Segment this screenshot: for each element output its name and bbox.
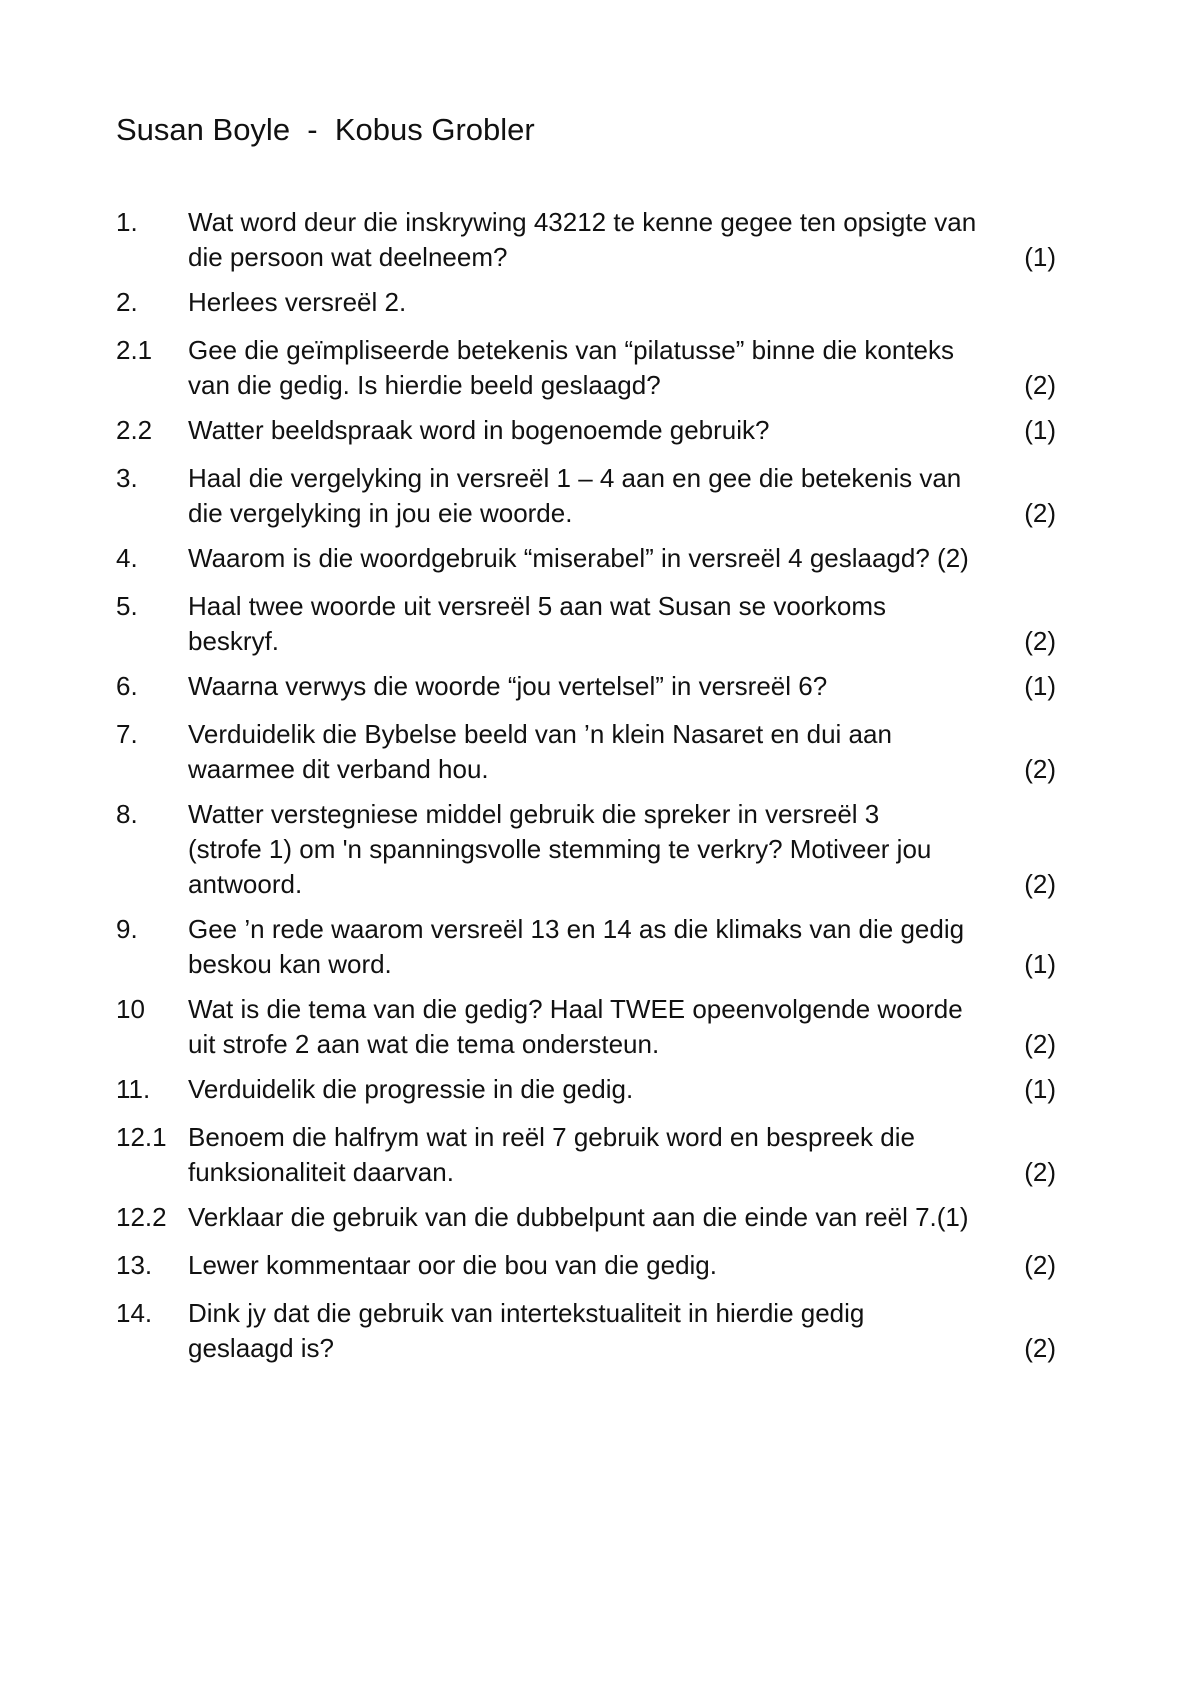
question-item <box>116 205 1056 275</box>
question-text-line <box>188 1296 1056 1331</box>
question-number: 3. <box>116 463 138 493</box>
question-text-line <box>188 1248 1056 1283</box>
question-item <box>116 1296 1056 1366</box>
question-text-line <box>188 1200 1056 1235</box>
question-number: 2.1 <box>116 335 153 365</box>
question-text: Gee die geïmpliseerde betekenis van “pilatusse” binne die konteks <box>188 335 955 365</box>
question-text-line <box>188 205 1056 240</box>
question-mark: (2) <box>1024 869 1056 899</box>
question-mark: (1) <box>1024 1074 1056 1104</box>
question-mark: (2) <box>1024 498 1056 528</box>
question-mark: (1) <box>1024 949 1056 979</box>
question-item <box>116 333 1056 403</box>
question-text-line <box>188 1072 1056 1107</box>
question-text: geslaagd is? <box>188 1333 334 1363</box>
question-text-line <box>188 368 1056 403</box>
question-text-line <box>188 589 1056 624</box>
question-text: waarmee dit verband hou. <box>188 754 489 784</box>
question-text-line <box>188 624 1056 659</box>
question-text: Lewer kommentaar oor die bou van die gedig. <box>188 1250 717 1280</box>
question-text: Waarom is die woordgebruik “miserabel” in versreël 4 geslaagd? (2) <box>188 543 969 573</box>
question-text: Verduidelik die Bybelse beeld van ’n klein Nasaret en dui aan <box>188 719 892 749</box>
question-text: die persoon wat deelneem? <box>188 242 508 272</box>
question-text-line <box>188 496 1056 531</box>
question-mark: (2) <box>1024 626 1056 656</box>
question-mark: (1) <box>1024 242 1056 272</box>
question-text: Wat is die tema van die gedig? Haal TWEE opeenvolgende woorde <box>188 994 963 1024</box>
question-number: 9. <box>116 914 138 944</box>
question-text: Haal twee woorde uit versreël 5 aan wat Susan se voorkoms <box>188 591 887 621</box>
question-number: 8. <box>116 799 138 829</box>
question-mark: (2) <box>1024 1157 1056 1187</box>
question-text: (strofe 1) om 'n spanningsvolle stemming te verkry? Motiveer jou <box>188 834 932 864</box>
question-text-line <box>188 947 1056 982</box>
question-text: beskryf. <box>188 626 280 656</box>
question-text: Watter beeldspraak word in bogenoemde gebruik? <box>188 415 770 445</box>
question-text-line <box>188 1155 1056 1190</box>
question-text: Benoem die halfrym wat in reël 7 gebruik word en bespreek die <box>188 1122 915 1152</box>
question-text: die vergelyking in jou eie woorde. <box>188 498 573 528</box>
question-mark: (1) <box>1024 671 1056 701</box>
question-item <box>116 589 1056 659</box>
question-mark: (2) <box>1024 370 1056 400</box>
question-item <box>116 413 1056 448</box>
question-number: 7. <box>116 719 138 749</box>
question-text-line <box>188 832 1056 867</box>
question-item <box>116 285 1056 320</box>
question-mark: (2) <box>1024 754 1056 784</box>
question-text-line <box>188 912 1056 947</box>
question-text: Dink jy dat die gebruik van intertekstualiteit in hierdie gedig <box>188 1298 865 1328</box>
question-item <box>116 1248 1056 1283</box>
question-text-line <box>188 413 1056 448</box>
question-text: Verduidelik die progressie in die gedig. <box>188 1074 634 1104</box>
question-number: 5. <box>116 591 138 621</box>
question-text: Wat word deur die inskrywing 43212 te kenne gegee ten opsigte van <box>188 207 977 237</box>
page-title: Susan Boyle - Kobus Grobler <box>116 112 535 147</box>
question-item <box>116 1120 1056 1190</box>
question-text: beskou kan word. <box>188 949 392 979</box>
question-text-line <box>188 992 1056 1027</box>
question-text: funksionaliteit daarvan. <box>188 1157 454 1187</box>
question-item <box>116 461 1056 531</box>
question-text-line <box>188 797 1056 832</box>
question-number: 2. <box>116 287 138 317</box>
question-item <box>116 669 1056 704</box>
question-item <box>116 992 1056 1062</box>
question-mark: (2) <box>1024 1333 1056 1363</box>
question-mark: (2) <box>1024 1250 1056 1280</box>
question-mark: (2) <box>1024 1029 1056 1059</box>
question-mark: (1) <box>1024 415 1056 445</box>
question-item <box>116 1200 1056 1235</box>
question-item <box>116 1072 1056 1107</box>
question-number: 2.2 <box>116 415 153 445</box>
question-number: 12.2 <box>116 1202 167 1232</box>
question-text-line <box>188 285 1056 320</box>
question-number: 6. <box>116 671 138 701</box>
question-text: Gee ’n rede waarom versreël 13 en 14 as die klimaks van die gedig <box>188 914 965 944</box>
question-text-line <box>188 541 1056 576</box>
question-number: 11. <box>116 1074 151 1104</box>
question-text: antwoord. <box>188 869 303 899</box>
question-text-line <box>188 333 1056 368</box>
question-text-line <box>188 240 1056 275</box>
question-text: Verklaar die gebruik van die dubbelpunt aan die einde van reël 7.(1) <box>188 1202 969 1232</box>
question-text-line <box>188 1027 1056 1062</box>
question-text-line <box>188 717 1056 752</box>
question-item <box>116 912 1056 982</box>
question-number: 1. <box>116 207 138 237</box>
question-text-line <box>188 752 1056 787</box>
question-text-line <box>188 1331 1056 1366</box>
question-text: Haal die vergelyking in versreël 1 – 4 aan en gee die betekenis van <box>188 463 962 493</box>
question-text-line <box>188 867 1056 902</box>
question-text: Watter verstegniese middel gebruik die spreker in versreël 3 <box>188 799 880 829</box>
question-item <box>116 717 1056 787</box>
question-text: Herlees versreël 2. <box>188 287 407 317</box>
question-text: van die gedig. Is hierdie beeld geslaagd? <box>188 370 661 400</box>
question-number: 14. <box>116 1298 153 1328</box>
question-text: Waarna verwys die woorde “jou vertelsel” in versreël 6? <box>188 671 828 701</box>
question-number: 13. <box>116 1250 153 1280</box>
question-text: uit strofe 2 aan wat die tema ondersteun. <box>188 1029 660 1059</box>
question-text-line <box>188 1120 1056 1155</box>
question-text-line <box>188 461 1056 496</box>
question-number: 4. <box>116 543 138 573</box>
question-text-line <box>188 669 1056 704</box>
question-item <box>116 541 1056 576</box>
question-item <box>116 797 1056 902</box>
question-number: 10 <box>116 994 145 1024</box>
question-number: 12.1 <box>116 1122 167 1152</box>
